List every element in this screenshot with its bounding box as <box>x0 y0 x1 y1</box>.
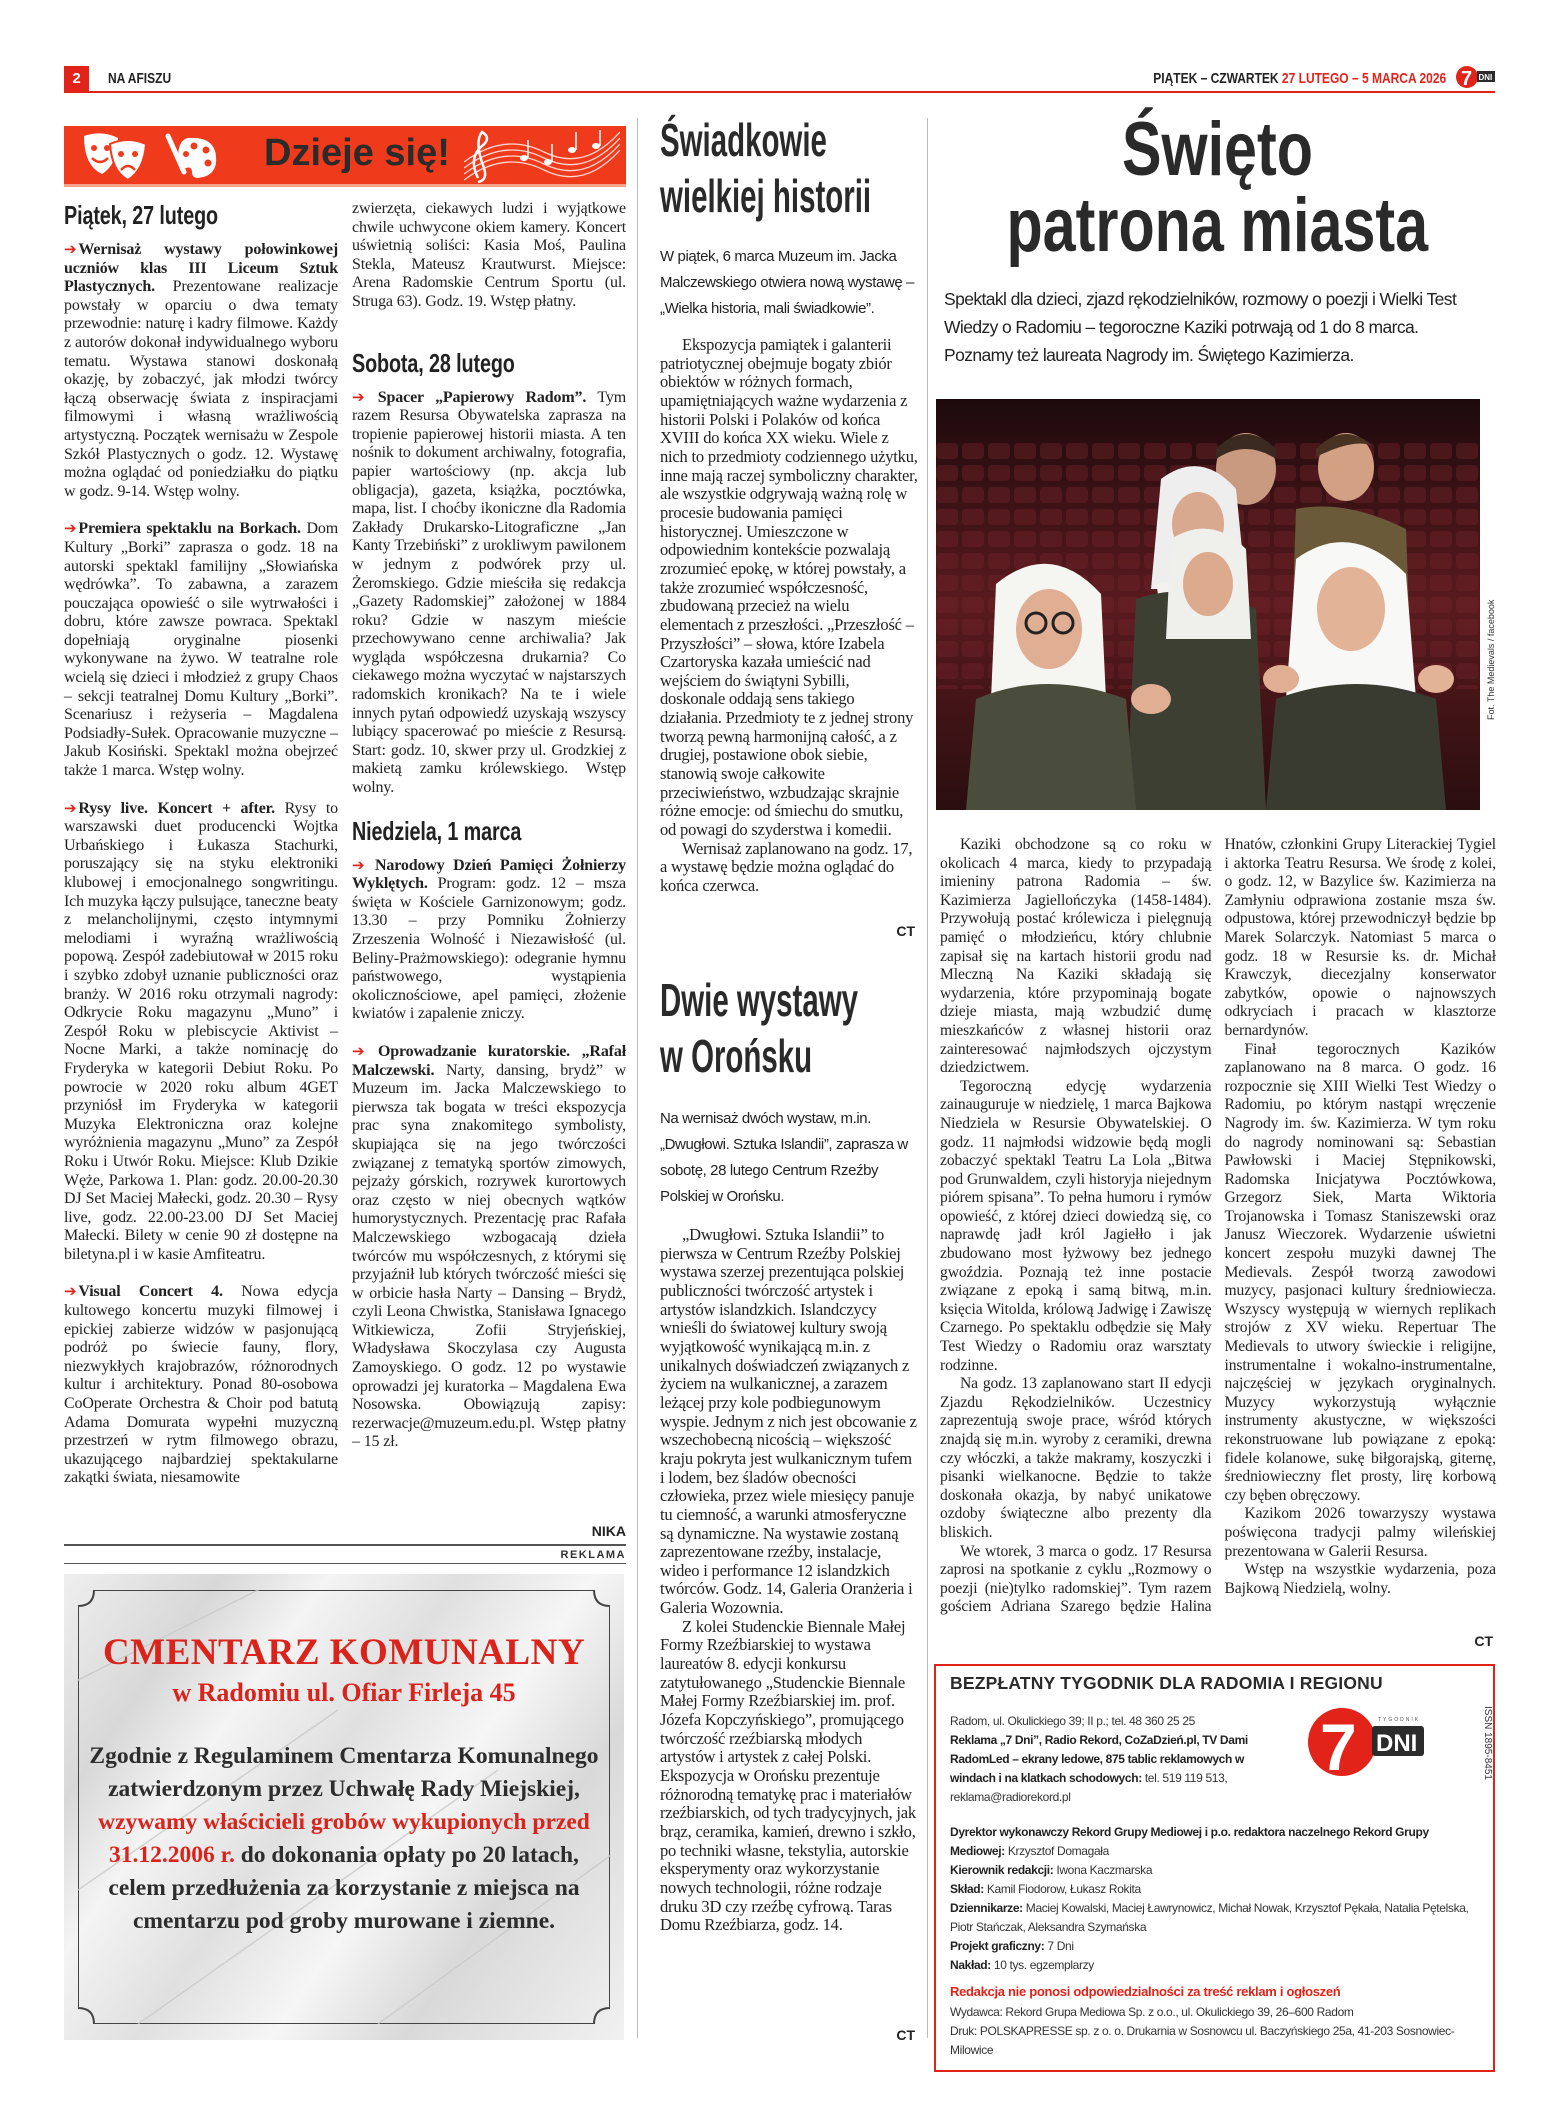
author-signature: CT <box>896 2027 915 2043</box>
masthead-staff <box>950 1823 1470 1975</box>
disclaimer: Redakcja nie ponosi odpowiedzialności za treść reklam i ogłoszeń <box>950 1984 1341 1999</box>
event-body: Dom Kultury „Borki” zaprasza o godz. 18 na autorski spektakl familijny „Słowiańska wędrówka”. To zabawna, a zarazem pouczająca opowieść o sile wytrwałości i dobru, które zawsze powraca. Spektakl dopełniają oryginalne piosenki wykonywane na żywo. W teatralne role wcielą się dzieci i młodzież z grupy Chaos – sekcji teatralnej Domu Kultury „Borki”. Scenariusz i reżyseria – Magdalena Podsiadły-Sułek. Opracowanie muzyczne – Jakub Kosiński. Spektakl można obejrzeć także 1 marca. Wstęp wolny. <box>64 520 338 780</box>
arrow-icon: ➔ <box>352 387 365 406</box>
column-divider <box>637 118 638 2038</box>
paragraph: Wernisaż zaplanowano na godz. 17, a wystawę będzie można oglądać do końca czerwca. <box>660 838 913 896</box>
article-lead: Na wernisaż dwóch wystaw, m.in. „Dwugłowi. Sztuka Islandii”, zaprasza w sobotę, 28 lutego Centrum Rzeźby Polskiej w Orońsku. <box>660 1110 908 1205</box>
staff-row: Nakład: 10 tys. egzemplarzy <box>950 1958 1094 1972</box>
column-divider <box>927 118 928 2038</box>
dzieje-sie-banner <box>64 126 626 187</box>
event-item <box>64 799 338 1265</box>
article-title: Święto patrona miasta <box>1006 107 1429 268</box>
event-lead: Oprowadzanie kuratorskie. „Rafał Malczewski. <box>352 1042 626 1079</box>
article-oronsko <box>660 972 918 1935</box>
author-signature: CT <box>896 923 915 939</box>
event-item <box>352 856 626 1024</box>
event-body: Prezentowane realizacje powstały w oparciu o dwa tematy przewodnie: naturę i kadry filmowe. Każdy z autorów dokonał indywidualnego wyboru tematu. Wystawa stanowi doskonałą okazję, by zobaczyć, jak młodzi twórcy łączą obserwację świata z inspiracjami filmowymi i własną wrażliwością artystyczną. Początek wernisażu w Zespole Szkół Plastycznych o godz. 12. Wystawę można oglądać od poniedziałku do piątku w godz. 9-14. Wstęp wolny. <box>64 278 338 500</box>
banner-title: Dzieje się! <box>264 132 450 174</box>
article-photo <box>936 399 1480 810</box>
publisher-info <box>950 2003 1480 2060</box>
paragraph: Tegoroczną edycję wydarzenia zainauguruje w niedzielę, 1 marca Bajkowa Niedziela w Resursie Obywatelskiej. O godz. 11 najmłodsi widzowie będą mogli zobaczyć spektakl Teatru La Lola „Bitwa pod Grunwaldem, czyli historyja niejednym piórem spisana”. To pełna humoru i rymów opowieść, z której dzieci dowiedzą się, co naprawdę jadł król Jagiełło i jak zbudowano most łyżwowy bez jednego gwoździa. Poznają też inne postacie związane z epoką i samą bitwą, m.in. księcia Witolda, królową Jadwigę i Zawiszę Czarnego. Po spektaklu odbędzie się Mały Test Wiedzy o Radomiu oraz warsztaty rodzinne. <box>940 1077 1212 1374</box>
event-lead: Narodowy Dzień Pamięci Żołnierzy Wyklętych. <box>352 856 626 893</box>
arrow-icon: ➔ <box>64 519 77 538</box>
article-lead: W piątek, 6 marca Muzeum im. Jacka Malczewskiego otwiera nową wystawę – „Wielka historia, mali świadkowie”. <box>660 248 915 317</box>
paragraph: Z kolei Studenckie Biennale Małej Formy Rzeźbiarskiej to wystawa laureatów 8. edycji konkursu zatytułowanego „Studenckie Biennale Małej Formy Rzeźbiarskiej im. prof. Józefa Kopczyńskiego”, promującego twórczość rzeźbiarską młodych artystów i artystek z całej Polski. Ekspozycja w Orońsku prezentuje różnorodną tematykę prac i materiałów rzeźbiarskich, od tych tradycyjnych, jak brąz, ceramika, kamień, drewno i szkło, po techniki własne, tekstylia, autorskie eksperymenty oraz wykorzystanie nowych technologii, różne rodzaje druku 3D czy rzeźbę cyfrową. Taras Domu Rzeźbiarza, godz. 14. <box>660 1616 916 1935</box>
arrow-icon: ➔ <box>352 855 365 874</box>
event-body: Program: godz. 12 – msza święta w Kościele Garnizonowym; godz. 13.30 – przy Pomniku Żołnierzy Zrzeszenia Wolność i Niezawisłość (ul. Beliny-Prażmowskiego): odegranie hymnu państwowego, wystąpienia okolicznościowe, apel pamięci, złożenie kwiatów i zapalenie zniczy. <box>352 875 626 1023</box>
advert-body: Zgodnie z Regulaminem Cmentarza Komunalnego zatwierdzonym przez Uchwałę Rady Miejskiej, wzywamy właścicieli grobów wykupionych przed 31.12.2006 r. do dokonania opłaty po 20 latach, celem przedłużenia za korzystanie z miejsca na cmentarzu pod groby murowane i ziemne. <box>89 1743 599 1934</box>
header-rule <box>64 91 1495 93</box>
staff-row: Projekt graficzny: 7 Dni <box>950 1939 1074 1953</box>
advert-highlight: wzywamy właścicieli grobów wykupionych przed 31.12.2006 r. <box>98 1809 590 1868</box>
author-signature: NIKA <box>591 1523 626 1539</box>
event-body: Nowa edycja kultowego koncertu muzyki filmowej i epickiej zabierze widzów w pasjonującą podróż po świecie fauny, flory, niezwykłych krajobrazów, różnorodnych kultur i architektury. Ponad 80-osobowa CoOperate Orchestra & Choir pod batutą Adama Domurata wypełni muzyczną przestrzeń w rytm filmowego obrazu, ukazującego najbardziej spektakularne zakątki świata, niesamowite <box>64 1283 338 1487</box>
dates-prefix: PIĄTEK – CZWARTEK <box>1153 70 1279 87</box>
issue-dates <box>1080 70 1446 87</box>
theater-masks-icon <box>78 130 152 184</box>
article-title: Dwie wystawy w Orońsku <box>660 974 858 1082</box>
day-heading-friday: Piątek, 27 lutego <box>64 200 219 230</box>
paragraph: We wtorek, 3 marca o godz. 17 Resursa zaprosi na spotkanie z cyklu „Rozmowy o poezji (nie)tylko radomskiej”. Tym razem gościem Adriana Szarego będzie Halina Hnatów, członkini Grupy Literackiej Tygiel i aktorka Teatru Resursa. We środę z kolei, o godz. 12, w Bazylice św. Kazimierza na Zamłyniu odprawiona zostanie msza św. odpustowa, której przewodniczył będzie bp Marek Solarczyk. Natomiast 5 marca o godz. 18 w Resursie ks. dr. Michał Krawczyk, diecezjalny konserwator zabytków, opowie o najnowszych odkryciach i pracach w klasztorze bernardynów. <box>940 836 1496 1616</box>
paragraph: Na godz. 13 zaplanowano start II edycji Zjazdu Rękodzielników. Uczestnicy zaprezentują swoje prace, wśród których znajdą się m.in. wyroby z ceramiki, drewna czy włóczki, a także makramy, koszyczki i pisanki wielkanocne. Będzie to także doskonała okazja, by nabyć unikatowe ozdoby świąteczne albo prezenty dla bliskich. <box>940 1375 1212 1541</box>
advert-title: CMENTARZ KOMUNALNY <box>102 1632 586 1673</box>
publisher: Wydawca: Rekord Grupa Mediowa Sp. z o.o., ul. Okulickiego 39, 26–600 Radom <box>950 2005 1354 2019</box>
event-lead: Premiera spektaklu na Borkach. <box>78 520 301 538</box>
divider <box>64 1563 626 1564</box>
7dni-logo <box>1308 1706 1426 1778</box>
event-item <box>64 519 338 780</box>
day-heading-saturday: Sobota, 28 lutego <box>352 347 515 378</box>
paragraph: Kazikom 2026 towarzyszy wystawa poświęcona tradycji palmy wileńskiej prezentowana w Galerii Resursa. <box>1224 1505 1496 1560</box>
svg-text:TYGODNIK: TYGODNIK <box>1378 1717 1421 1723</box>
cemetery-advert <box>64 1574 624 2040</box>
paragraph: „Dwugłowi. Sztuka Islandii” to pierwsza w Centrum Rzeźby Polskiej wystawa szerzej prezentująca polskiej publiczności twórczość artystek i artystów islandzkich. Islandczycy wnieśli do światowej kultury swoją wyjątkowość wynikającą m.in. z unikalnych doświadczeń związanych z życiem na wulkanicznej, a zarazem leżącej przy kole podbiegunowym wyspie. Jednym z nich jest obcowanie z wszechobecną nicością – większość kraju pokryta jest wulkanicznym tufem i lodem, bez śladów obecności człowieka, przez wiele miesięcy panuje tu ciemność, a warunki atmosferyczne są dynamiczne. Na wystawie zostaną zaprezentowane rzeźby, instalacje, wideo i performance 12 islandzkich twórców. Godz. 14, Galeria Oranżeria i Galeria Wozownia. <box>660 1225 917 1618</box>
event-continuation: zwierzęta, ciekawych ludzi i wyjątkowe chwile uchwycone okiem kamery. Koncert uświetnią soliści: Kasia Moś, Paulina Stekla, Mateusz Krautwurst. Miejsce: Arena Radomskie Centrum Sportu (ul. Struga 63). Godz. 19. Wstęp płatny. <box>352 200 626 310</box>
events-column-1 <box>64 200 338 1488</box>
palette-icon <box>164 132 220 182</box>
masthead-contact <box>950 1712 1280 1807</box>
event-body: Tym razem Resursa Obywatelska zaprasza na tropienie papierowej historii miasta. A ten nośnik to dokument archiwalny, fotografia, papier wartościowy (np. akcja lub obligacja), gazeta, książka, pocztówka, mapa, list. I choćby ikoniczne dla Radomia Zakłady Drukarsko-Litograficzne „Jan Kanty Trzebiński” z urokliwym pawilonem w jednym z podwórek przy ul. Żeromskiego. Gdzie mieściła się redakcja „Gazety Radomskiej” założonej w 1884 roku? Gdzie w naszym mieście przechowywano cenne archiwalia? Jak wygląda współczesna drukarnia? Co ciekawego można wyczytać w najstarszych radomskich kronikach? Na te i wiele innych pytań odpowiedź uzyskają wszyscy lubiący spacerować po mieście z Resursą. Start: godz. 10, skwer przy ul. Grodzkiej z makietą zamku królewskiego. Wstęp wolny. <box>352 388 626 797</box>
printer: Druk: POLSKAPRESSE sp. z o. o. Drukarnia w Sosnowcu ul. Baczyńskiego 25a, 41-203 Sosnowiec-Milowice <box>950 2024 1455 2057</box>
staff-row: Kierownik redakcji: Iwona Kaczmarska <box>950 1863 1153 1877</box>
arrow-icon: ➔ <box>352 1041 365 1060</box>
advert-subtitle: w Radomiu ul. Ofiar Firleja 45 <box>172 1678 516 1707</box>
staff-row: Skład: Kamil Fiodorow, Łukasz Rokita <box>950 1882 1141 1896</box>
divider <box>64 1544 626 1546</box>
advert-label: REKLAMA <box>560 1549 626 1561</box>
issn: ISSN 1895-8451 <box>1482 1706 1493 1780</box>
event-lead: Visual Concert 4. <box>78 1283 223 1301</box>
events-column-2 <box>352 200 626 1452</box>
event-item <box>64 1282 338 1488</box>
paragraph: Kaziki obchodzone są co roku w okolicach 4 marca, kiedy to przypadają imieniny patrona Radomia – św. Kazimierza Jagiellończyka (1458-1484). Przywołują postać królewicza i pielęgnują pamięć o młodzieńcu, który chlubnie zapisał się na kartach historii grodu nad Mleczną Na Kaziki składają się wydarzenia, które przypominają bogate dzieje miasta, mają wzbudzić dumę mieszkańców z własnej historii oraz zainteresować najmłodszych ojczystym dziedzictwem. <box>940 836 1212 1077</box>
paragraph: Ekspozycja pamiątek i galanterii patriotycznej obejmuje bogaty zbiór obiektów w różnych formach, upamiętniających ważne wydarzenia z historii Polski i Polaków od końca XVIII do końca XX wieku. Wiele z nich to przedmioty codziennego użytku, inne mają raczej symboliczny charakter, ale wszystkie odgrywają ważną rolę w procesie budowania pamięci historycznej. Umieszczone w odpowiednim kontekście pozwalają zrozumieć epokę, w której powstały, a także zrozumieć współczesność, zbudowaną przecież na wielu elementach z przeszłości. „Przeszłość – Przyszłości” – słowa, które Izabela Czartoryska kazała umieścić nad wejściem do świątyni Sybilli, doskonale oddają sens takiego działania. Przedmioty te z jednej strony tworzą pewną harmonijną całość, a z drugiej, postawione obok siebie, stanowią swoje całkowite przeciwieństwo, wzbudzając skrajnie różne emocje: od śmiechu do smutku, od powagi do szyderstwa i komedii. <box>660 335 918 840</box>
svg-text:7: 7 <box>1461 68 1473 90</box>
event-lead: Wernisaż wystawy połowinkowej uczniów klas III Liceum Sztuk Plastycznych. <box>64 241 338 296</box>
music-notes-icon <box>464 128 620 184</box>
author-signature: CT <box>1474 1633 1493 1649</box>
event-body: Narty, dansing, brydż” w Muzeum im. Jacka Malczewskiego to pierwsza tak bogata w treści ekspozycja prac syna znakomitego symbolisty, skupiająca się na jego twórczości związanej z tematyką sportów zimowych, pejzaży górskich, rozrywek kurortowych oraz często w niej obecnych wątków humorystycznych. Prezentację prac Rafała Malczewskiego wzbogacają dzieła twórców mu współczesnych, z którymi się przyjaźnił lub których twórczość mieści się w orbicie hasła Narty – Dansing – Brydż, czyli Leona Chwistka, Stanisława Ignacego Witkiewicza, Zofii Stryjeńskiej, Władysława Skoczylasa czy Augusta Zamoyskiego. O godz. 12 po wystawie oprowadzi jej kuratorka – Magdalena Ewa Nosowska. Obowiązują zapisy: rezerwacje@muzeum.edu.pl. Wstęp płatny – 15 zł. <box>352 1061 626 1451</box>
event-lead: Spacer „Papierowy Radom”. <box>377 388 587 406</box>
event-lead: Rysy live. Koncert + after. <box>78 799 276 817</box>
arrow-icon: ➔ <box>64 1282 77 1301</box>
article-title: Świadkowie wielkiej historii <box>660 114 872 222</box>
article-body <box>660 336 918 896</box>
section-label: NA AFISZU <box>108 70 172 87</box>
section-name <box>108 70 187 87</box>
page-number: 2 <box>64 66 89 91</box>
staff-row: Dyrektor wykonawczy Rekord Grupy Mediowej i p.o. redaktora naczelnego Rekord Grupy Mediowej: Krzysztof Domagała <box>950 1825 1429 1858</box>
article-lead: Spektakl dla dzieci, zjazd rękodzielników, rozmowy o poezji i Wielki Test Wiedzy o Radomiu – tegoroczne Kaziki potrwają od 1 do 8 marca. Poznamy też laureata Nagrody im. Świętego Kazimierza. <box>944 289 1457 365</box>
dates-range: 27 LUTEGO – 5 MARCA 2026 <box>1281 70 1446 87</box>
article-body <box>940 836 1496 1617</box>
article-body <box>660 1226 918 1935</box>
paragraph: Wstęp na wszystkie wydarzenia, poza Bajkową Niedzielą, wolny. <box>1224 1561 1496 1597</box>
paragraph: Finał tegorocznych Kazików zaplanowano na 8 marca. O godz. 16 rozpocznie się XIII Wielki Test Wiedzy o Radomiu, po którym nastąpi wręczenie Nagrody im. św. Kazimierza. W tym roku do nagrody nominowani są: Sebastian Pawłowski i Maciej Stępnikowski, Radomska Inicjatywa Pocztówkowa, Grzegorz Siek, Marta Wiktoria Trojanowska i Tomasz Staniszewski oraz Janusz Wieczorek. Wydarzenie uświetni koncert zespołu muzyki dawnej The Medievals. Zespół tworzą zawodowi muzycy, pasjonaci kultury średniowiecza. Wszyscy występują w wiernych replikach strojów z XV wieku. Repertuar The Medievals to utwory świeckie i religijne, instrumentalne i wokalno-instrumentalne, najczęściej w językach oryginalnych. Muzycy wykorzystują wyłącznie instrumenty akustyczne, w większości rekonstruowane lub powiązane z epoką: fidele kolanowe, sukę biłgorajską, giternę, średniowieczny flet prosty, lirę korbową czy bęben obręczowy. <box>1224 1040 1496 1504</box>
day-heading-sunday: Niedziela, 1 marca <box>352 815 522 846</box>
event-item <box>64 240 338 501</box>
event-item <box>352 388 626 798</box>
ads-info: Reklama „7 Dni”, Radio Rekord, CoZaDzień.pl, TV Dami RadomLed – ekrany ledowe, 875 tablic reklamowych w windach i na klatkach schodowych: <box>950 1733 1248 1785</box>
staff-row: Dziennikarze: Maciej Kowalski, Maciej Ławrynowicz, Michał Nowak, Krzysztof Pękała, Natalia Pętelska, Piotr Stańczak, Aleksandra Szymańska <box>950 1901 1469 1934</box>
arrow-icon: ➔ <box>64 240 77 258</box>
svg-text:7: 7 <box>1320 1710 1357 1778</box>
event-item <box>352 1042 626 1452</box>
event-body: Rysy to warszawski duet producencki Wojtka Urbańskiego i Łukasza Stachurki, poruszający się na styku elektroniki klubowej i emocjonalnego songwritingu. Ich muzyka łączy pulsujące, taneczne beaty z melancholijnymi, często intymnymi melodiami i wyraźną wrażliwością popową. Zespół zadebiutował w 2015 roku i szybko zdobył uznanie publiczności oraz branży. W 2016 roku otrzymali nagrody: Odkrycie Roku magazynu „Muno” i Zespół Roku w plebiscycie Aktivist – Nocne Marki, a także nominację do Fryderyka w kategorii Debiut Roku. Po powrocie w 2020 roku album 4GET przyniósł im Fryderyka w kategorii Muzyka Elektroniczna oraz kolejne wyróżnienia magazynu „Muno” za Zespół Roku i Utwór Roku. Miejsce: Klub Dzikie Węże, Parkowa 1. Plan: godz. 20.00-20.30 DJ Set Maciej Małecki, godz. 20.30 – Rysy live, godz. 22.00-23.00 DJ Set Maciej Małecki. Bilety w cenie 90 zł dostępne na biletyna.pl i w kasie Amfiteatru. <box>64 799 338 1263</box>
7dni-logo-small <box>1456 64 1496 90</box>
photo-credit: Fot. The Medievals / facebook <box>1486 599 1496 720</box>
masthead-title: BEZPŁATNY TYGODNIK DLA RADOMIA I REGIONU <box>950 1673 1383 1693</box>
address: Radom, ul. Okulickiego 39; II p.; tel. 48 360 25 25 <box>950 1714 1195 1728</box>
article-witnesses <box>660 112 918 896</box>
svg-text:DNI: DNI <box>1478 73 1493 82</box>
ads-contact[interactable]: tel. 519 119 513, reklama@radiorekord.pl <box>950 1771 1228 1804</box>
arrow-icon: ➔ <box>64 798 77 817</box>
svg-text:DNI: DNI <box>1376 1730 1418 1757</box>
